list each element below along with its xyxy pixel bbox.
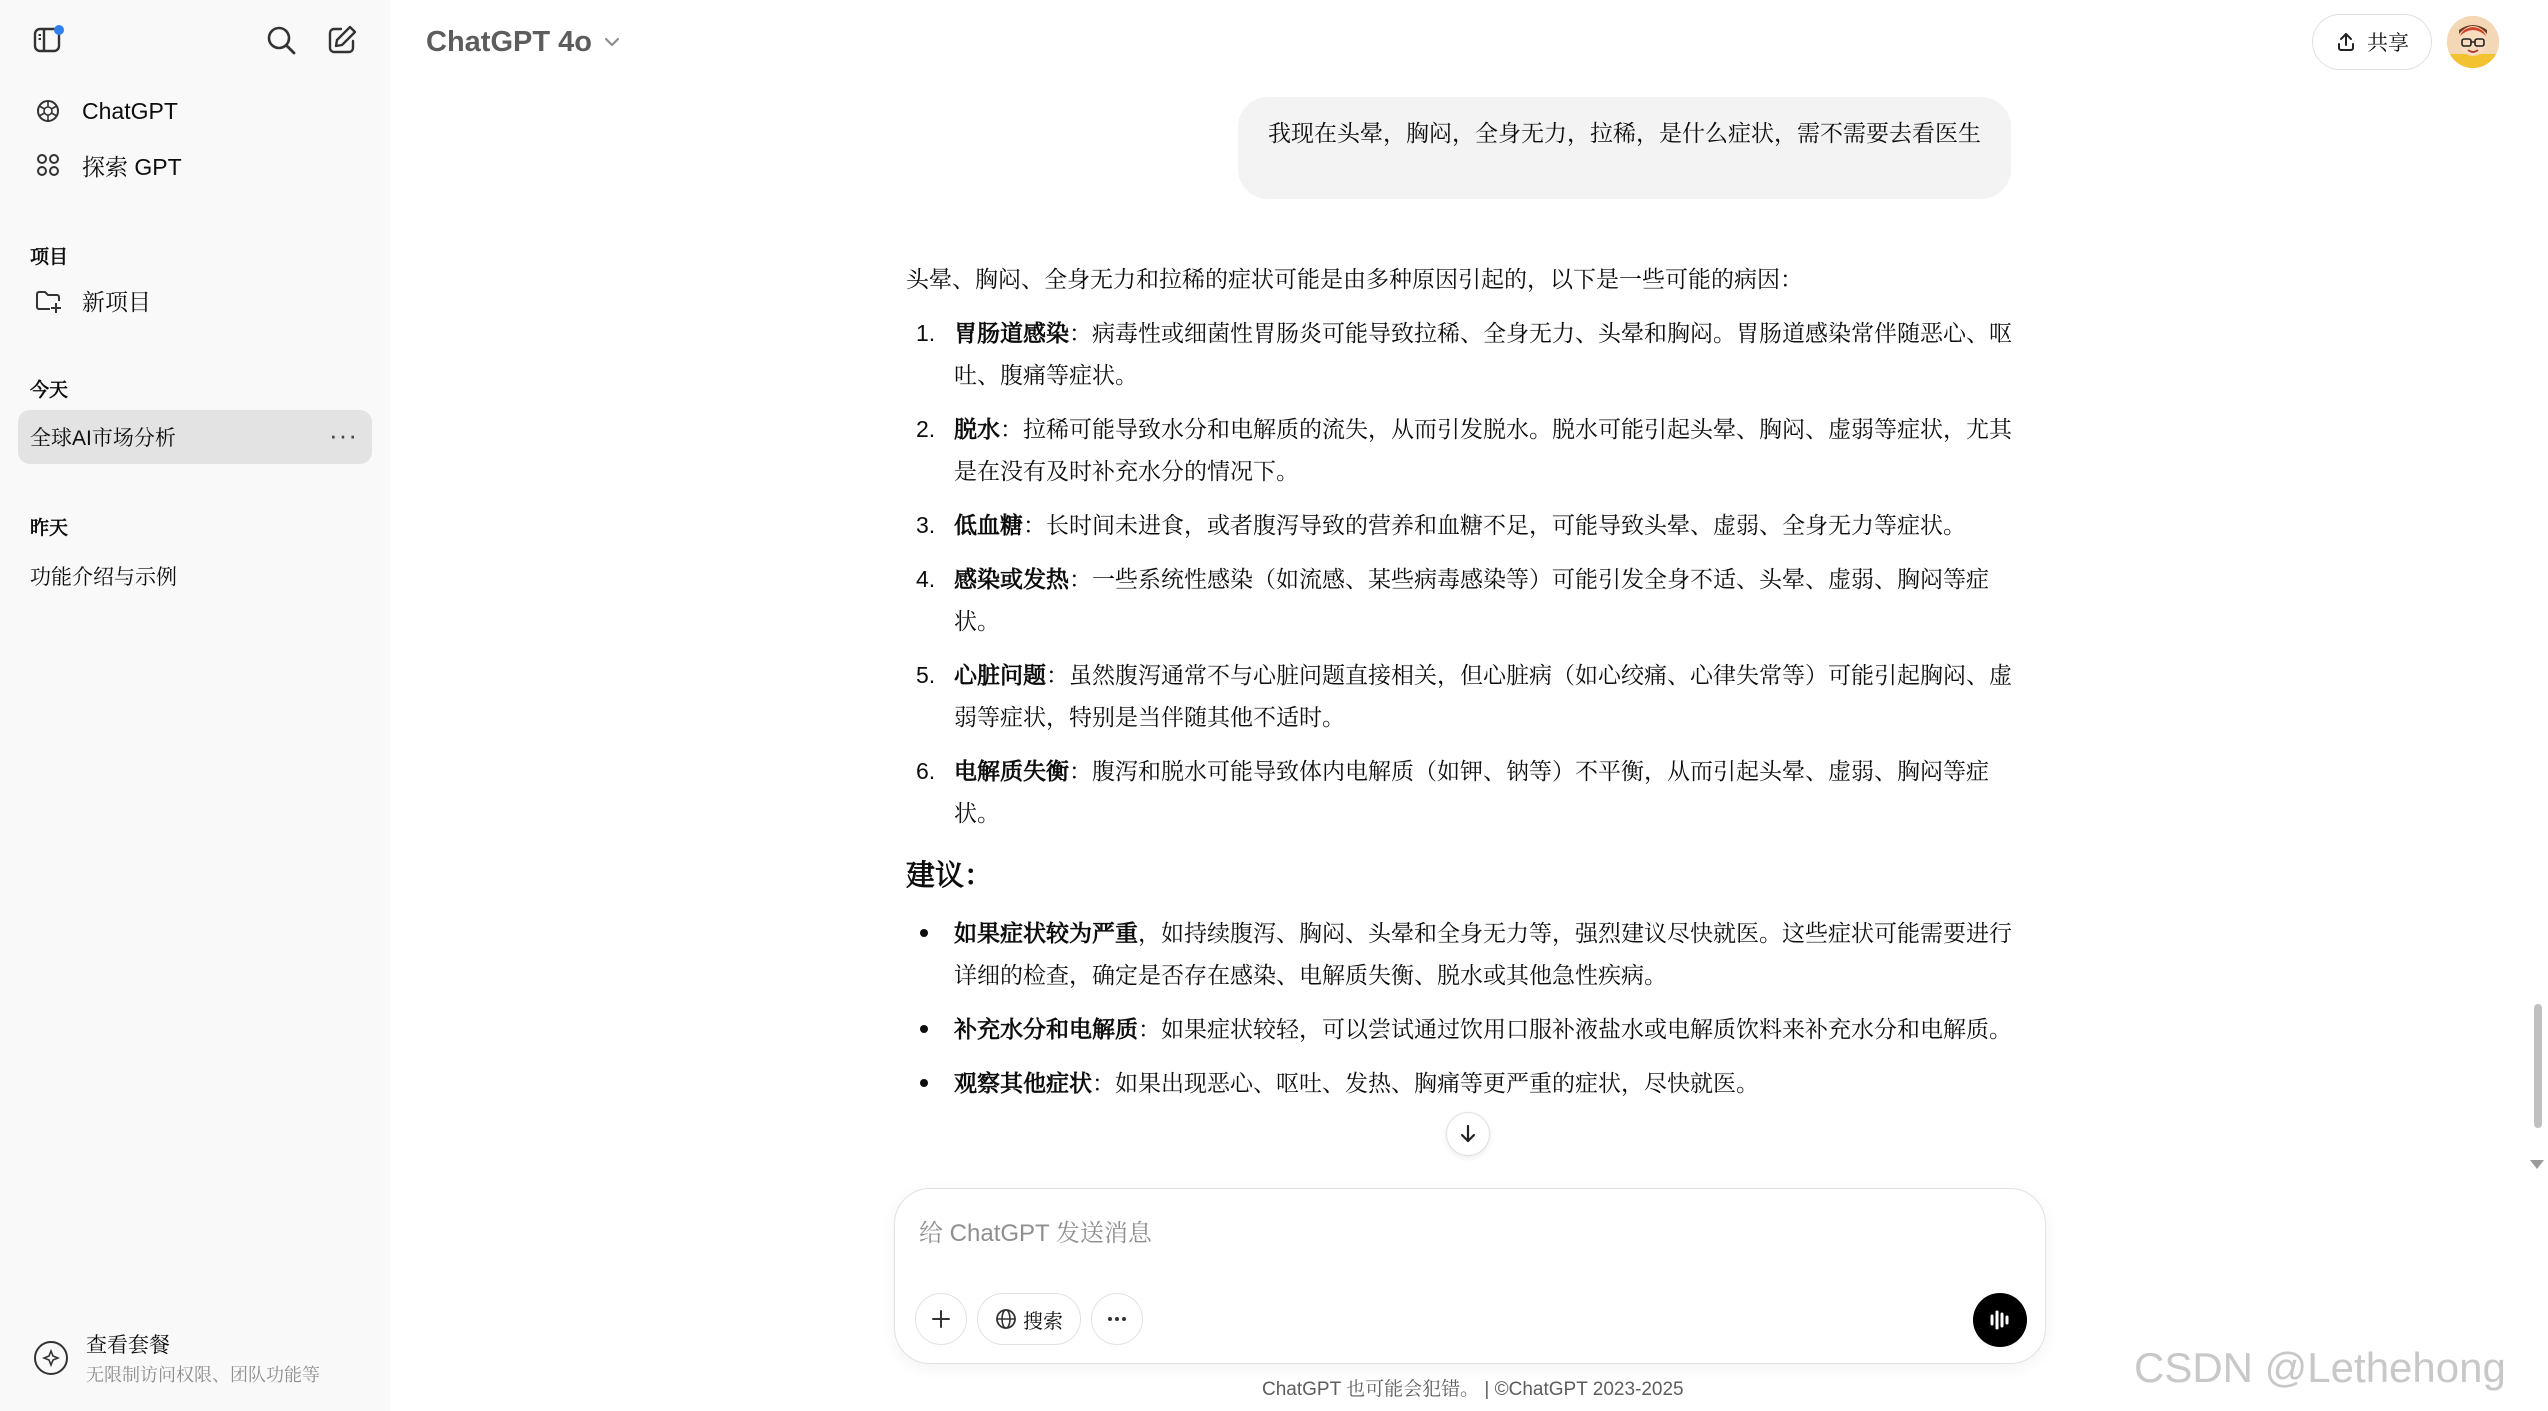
edit-icon <box>325 23 359 57</box>
today-section-title: 今天 <box>30 380 69 401</box>
share-button[interactable] <box>2312 14 2432 70</box>
list-item-title: 胃肠道感染 <box>954 320 1069 346</box>
new-chat-button[interactable] <box>318 16 366 64</box>
model-name: ChatGPT 4o <box>426 25 592 58</box>
list-item <box>906 504 2016 546</box>
advice-heading: 建议： <box>906 860 994 892</box>
sidebar-item-label: ChatGPT <box>82 97 178 124</box>
more-icon <box>1105 1307 1129 1331</box>
list-item-title: 脱水 <box>954 416 1000 442</box>
list-item-text: ：如果症状较轻，可以尝试通过饮用口服补液盐水或电解质饮料来补充水分和电解质。 <box>1138 1016 2012 1042</box>
search-chats-button[interactable] <box>257 16 305 64</box>
list-item-text: ：一些系统性感染（如流感、某些病毒感染等）可能引发全身不适、头晕、虚弱、胸闷等症状。 <box>954 566 1989 634</box>
list-number: 6. <box>916 758 936 784</box>
model-selector[interactable] <box>426 22 622 62</box>
list-item-text: ：长时间未进食，或者腹泻导致的营养和血糖不足，可能导致头晕、虚弱、全身无力等症状。 <box>1023 512 1966 538</box>
list-number: 1. <box>916 320 936 346</box>
list-item-title: 低血糖 <box>954 512 1023 538</box>
user-message: 我现在头晕，胸闷，全身无力，拉稀，是什么症状，需不需要去看医生 <box>1238 97 2011 199</box>
attach-button[interactable] <box>915 1293 967 1345</box>
message-input[interactable]: 给 ChatGPT 发送消息 <box>919 1220 1152 1247</box>
list-item-title: 感染或发热 <box>954 566 1069 592</box>
list-item <box>906 654 2016 738</box>
causes-list <box>906 312 2016 834</box>
list-item <box>906 750 2016 834</box>
assistant-message <box>906 258 2016 1116</box>
sidebar-item-label: 探索 GPT <box>82 153 182 180</box>
new-project-label: 新项目 <box>82 288 151 315</box>
bullet <box>920 929 928 937</box>
list-item-title: 观察其他症状 <box>954 1070 1092 1096</box>
more-tools-button[interactable] <box>1091 1293 1143 1345</box>
chat-item-label: 全球AI市场分析 <box>30 427 176 450</box>
list-item-title: 电解质失衡 <box>954 758 1069 784</box>
list-item <box>906 1062 2016 1104</box>
grid-icon <box>34 151 62 179</box>
sidebar <box>0 0 390 1411</box>
list-item-text: ：如果出现恶心、呕吐、发热、胸痛等更严重的症状，尽快就医。 <box>1092 1070 1759 1096</box>
search-icon <box>264 23 298 57</box>
voice-mode-button[interactable] <box>1973 1293 2027 1347</box>
list-item-text: ：病毒性或细菌性胃肠炎可能导致拉稀、全身无力、头晕和胸闷。胃肠道感染常伴随恶心、呕吐、腹痛等症状。 <box>954 320 2012 388</box>
list-item <box>906 912 2016 996</box>
list-number: 4. <box>916 566 936 592</box>
sidebar-toggle-icon <box>31 23 65 57</box>
voice-waveform-icon <box>1985 1305 2015 1335</box>
list-number: 2. <box>916 416 936 442</box>
chat-more-icon[interactable]: ··· <box>329 420 358 450</box>
chevron-down-icon <box>602 32 622 52</box>
openai-logo-icon <box>34 97 62 125</box>
share-label: 共享 <box>2367 32 2409 55</box>
watermark: CSDN @Lethehong <box>2134 1344 2506 1391</box>
sidebar-item-explore-gpt[interactable] <box>18 139 372 191</box>
scroll-to-bottom-button[interactable] <box>1446 1112 1490 1156</box>
message-composer[interactable] <box>894 1188 2046 1364</box>
sidebar-item-chatgpt[interactable] <box>18 85 372 137</box>
list-item-text: ：虽然腹泻通常不与心脏问题直接相关，但心脏病（如心绞痛、心律失常等）可能引起胸闷、虚弱等症状，特别是当伴随其他不适时。 <box>954 662 2012 730</box>
list-item <box>906 558 2016 642</box>
chat-item-feature-intro[interactable] <box>18 549 372 603</box>
list-item-text: ，如持续腹泻、胸闷、头晕和全身无力等，强烈建议尽快就医。这些症状可能需要进行详细的检查，确定是否存在感染、电解质失衡、脱水或其他急性疾病。 <box>954 920 2012 988</box>
share-icon <box>2335 31 2357 53</box>
list-item <box>906 408 2016 492</box>
web-search-button[interactable] <box>977 1293 1081 1345</box>
bullet <box>920 1025 928 1033</box>
list-item-text: ：拉稀可能导致水分和电解质的流失，从而引发脱水。脱水可能引起头晕、胸闷、虚弱等症状，尤其是在没有及时补充水分的情况下。 <box>954 416 2012 484</box>
advice-list <box>906 912 2016 1104</box>
plus-icon <box>929 1307 953 1331</box>
assistant-intro: 头晕、胸闷、全身无力和拉稀的症状可能是由多种原因引起的，以下是一些可能的病因： <box>906 266 1803 292</box>
list-number: 3. <box>916 512 936 538</box>
sparkle-icon <box>42 1349 60 1367</box>
chat-item-label: 功能介绍与示例 <box>30 566 177 589</box>
list-item-title: 补充水分和电解质 <box>954 1016 1138 1042</box>
projects-section-title: 项目 <box>30 247 69 268</box>
list-item <box>906 312 2016 396</box>
arrow-down-icon <box>1456 1122 1480 1146</box>
plan-subtitle: 无限制访问权限、团队功能等 <box>86 1365 320 1385</box>
avatar[interactable] <box>2447 16 2499 68</box>
scrollbar-thumb[interactable] <box>2534 1004 2542 1128</box>
list-item <box>906 1008 2016 1050</box>
chat-item-global-ai-market[interactable] <box>18 410 372 464</box>
scrollbar-down-arrow[interactable] <box>2530 1160 2544 1169</box>
plan-title: 查看套餐 <box>86 1334 170 1357</box>
folder-plus-icon <box>34 286 62 314</box>
list-item-text: ：腹泻和脱水可能导致体内电解质（如钾、钠等）不平衡，从而引起头晕、虚弱、胸闷等症状。 <box>954 758 1989 826</box>
list-item-title: 心脏问题 <box>954 662 1046 688</box>
search-label: 搜索 <box>1023 1310 1063 1333</box>
user-avatar-icon <box>2447 16 2499 68</box>
bullet <box>920 1079 928 1087</box>
new-project-button[interactable] <box>18 274 372 326</box>
list-item-title: 如果症状较为严重 <box>954 920 1138 946</box>
globe-icon <box>995 1308 1017 1330</box>
yesterday-section-title: 昨天 <box>30 518 69 539</box>
notification-dot <box>54 25 64 35</box>
plan-icon <box>34 1341 68 1375</box>
disclaimer-text: ChatGPT 也可能会犯错。 | ©ChatGPT 2023-2025 <box>1262 1379 1684 1400</box>
toggle-sidebar-button[interactable] <box>24 16 72 64</box>
view-plans-button[interactable] <box>18 1320 372 1396</box>
list-number: 5. <box>916 662 936 688</box>
